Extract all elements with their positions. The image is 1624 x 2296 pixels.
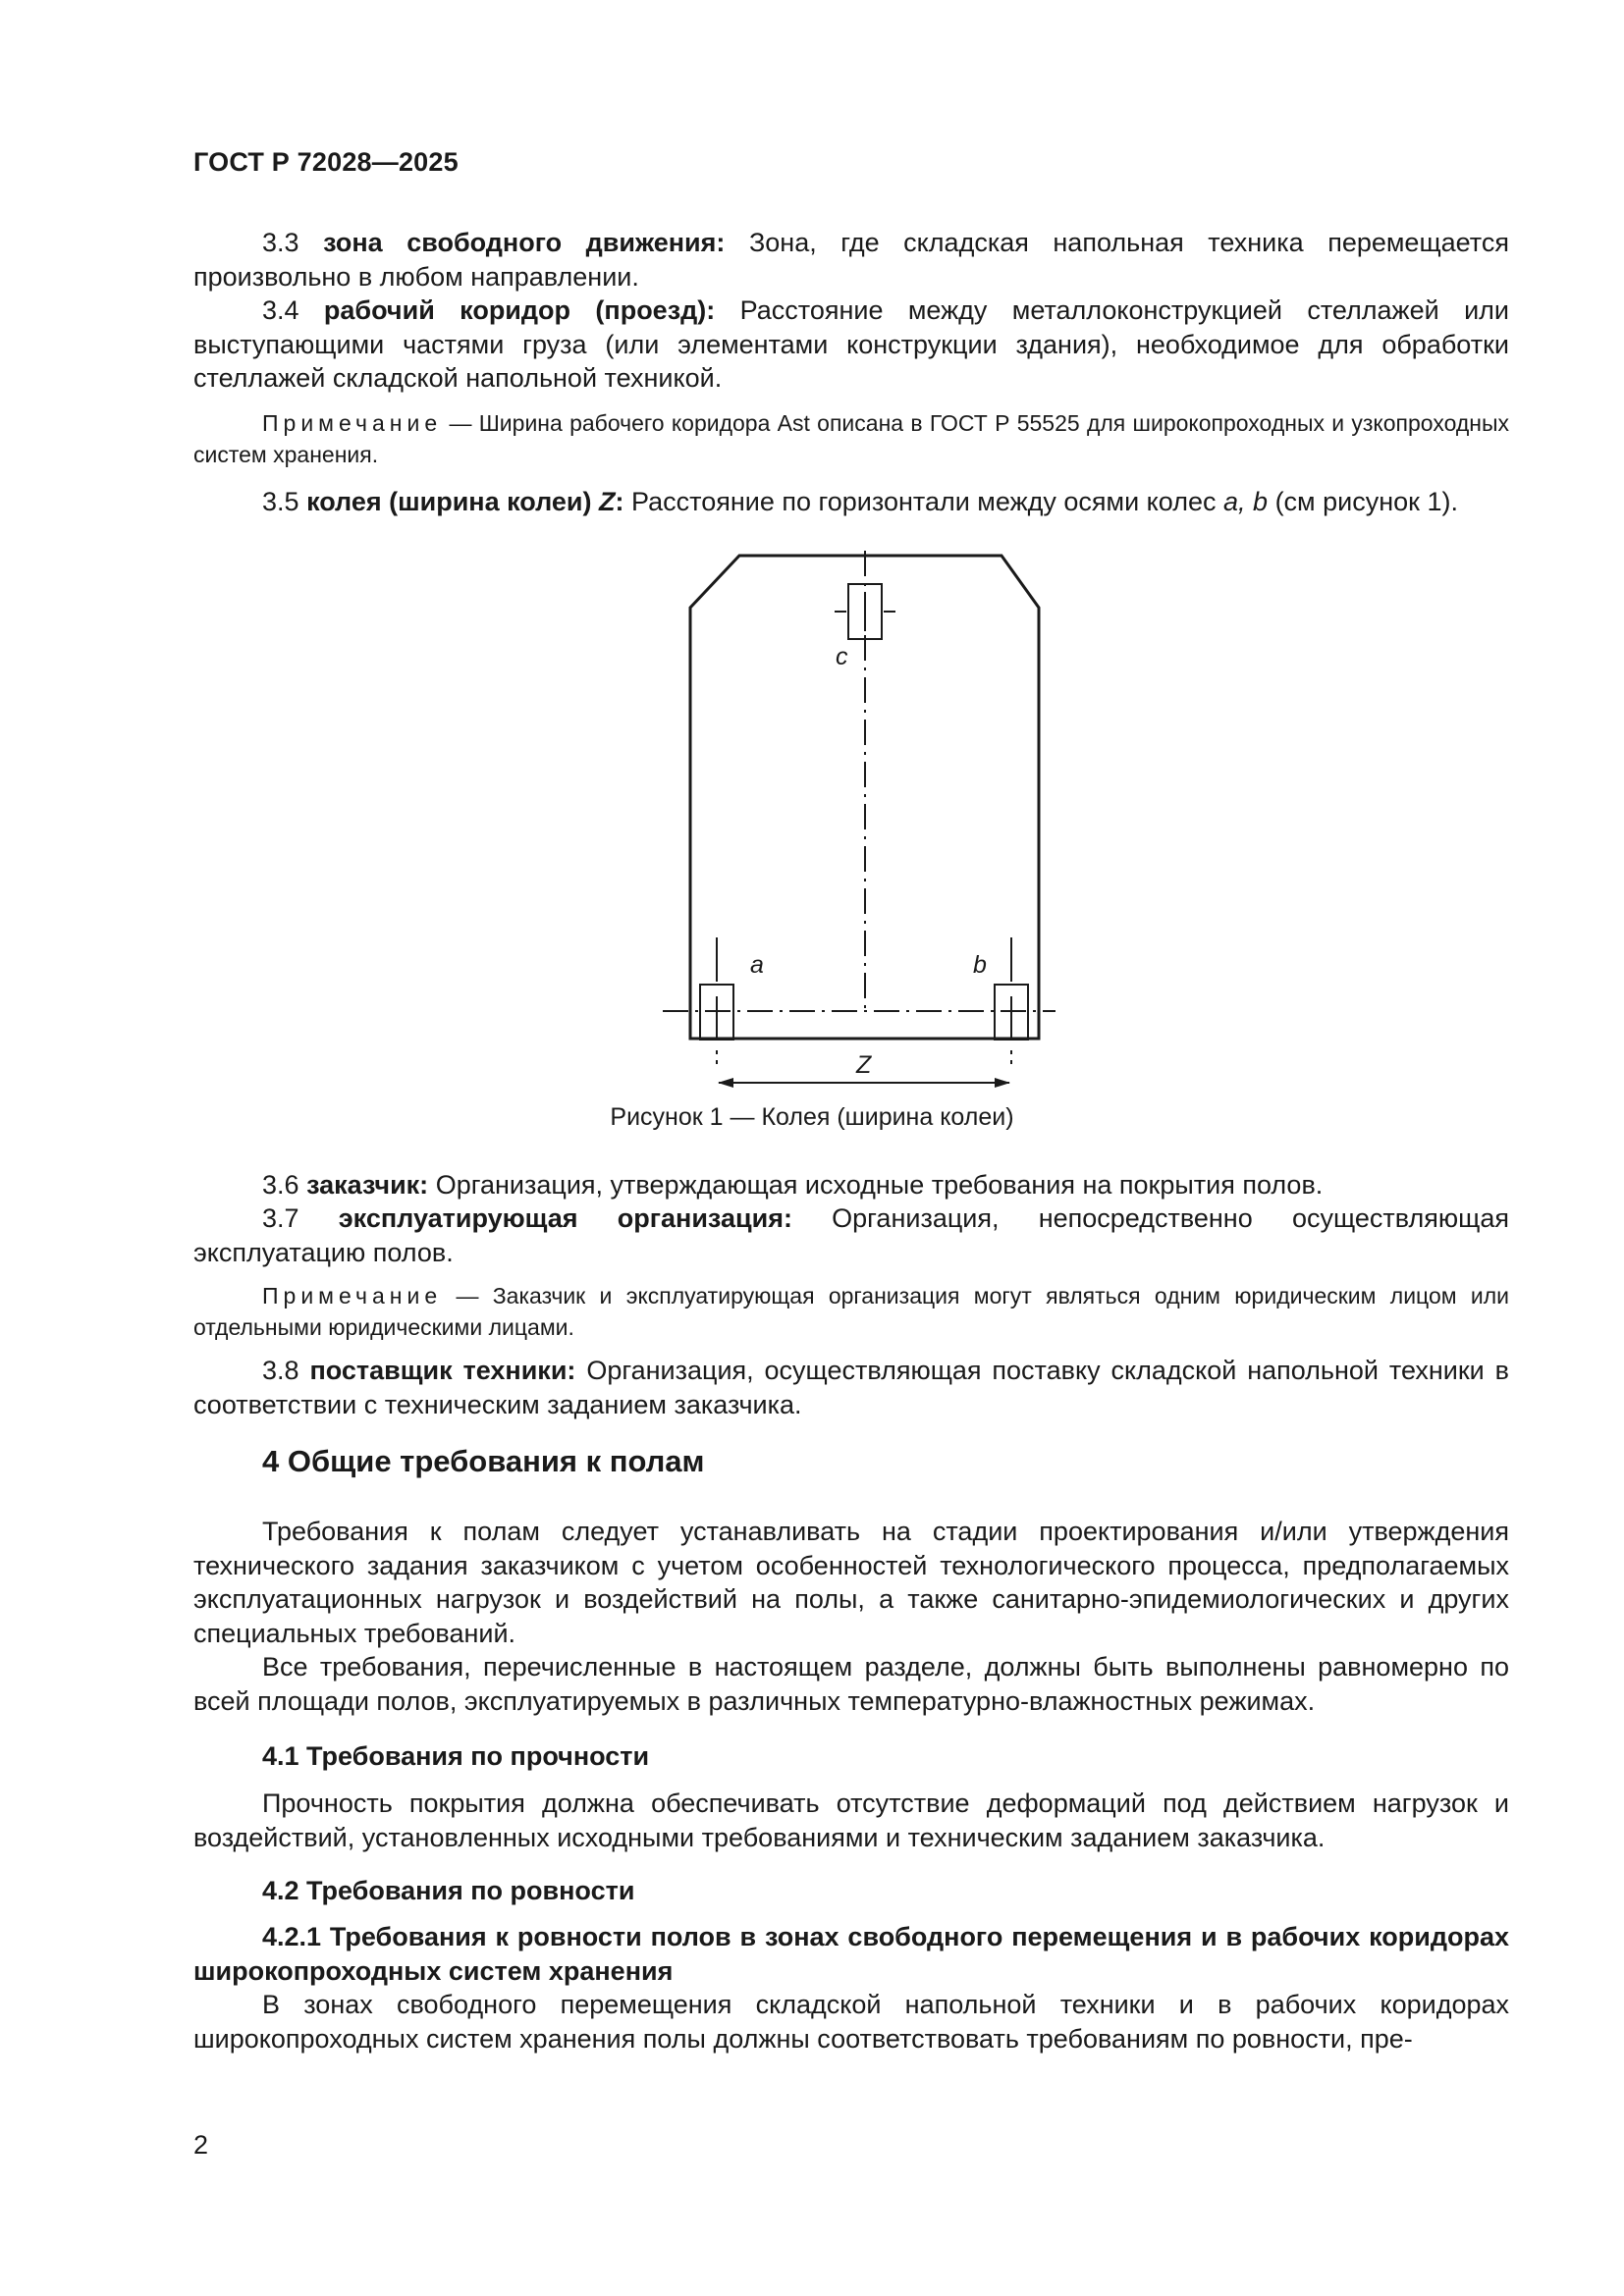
definition: Расстояние между металлоконструкцией стеллажей или выступающими частями груза (или элементами конструкции здания), необходимое для обработки стеллажей складской напольной техникой. [193, 295, 1509, 393]
subsection-4-1-heading: 4.1 Требования по прочности [262, 1741, 650, 1771]
clause-number: 3.4 [262, 295, 299, 325]
clause-3-6 [193, 1168, 1509, 1202]
clause-number: 3.3 [262, 228, 299, 257]
label-a: a [750, 951, 764, 979]
note-text: — Ширина рабочего коридора Ast описана в ГОСТ Р 55525 для широкопроходных и узкопроходных систем хранения. [193, 410, 1510, 467]
definition: Зона, где складская напольная техника перемещается произвольно в любом направлении. [193, 228, 1509, 292]
dimension-arrow-left [718, 1078, 733, 1088]
section-4-paragraph-2: Все требования, перечисленные в настоящем разделе, должны быть выполнены равномерно по всей площади полов, эксплуатируемых в различных температурно-влажностных режимах. [193, 1652, 1509, 1716]
track-symbol: Z [599, 487, 616, 516]
definition-part-2: (см рисунок 1). [1274, 487, 1458, 516]
clause-3-5 [193, 485, 1509, 519]
note-1 [193, 407, 1509, 470]
definition: Организация, осуществляющая поставку складской напольной техники в соответствии с техническим заданием заказчика. [193, 1356, 1509, 1419]
term: поставщик техники: [309, 1356, 576, 1385]
clause-number: 3.7 [262, 1203, 299, 1233]
definition: Организация, утверждающая исходные требования на покрытия полов. [435, 1170, 1324, 1200]
definition-part-1: Расстояние по горизонтали между осями колес [631, 487, 1217, 516]
term: заказчик: [306, 1170, 429, 1200]
clause-3-8 [193, 1354, 1509, 1421]
section-4-heading: 4 Общие требования к полам [262, 1444, 705, 1478]
clause-3-3 [193, 226, 1509, 294]
page-number: 2 [193, 2130, 209, 2160]
document-code-header: ГОСТ Р 72028—2025 [193, 147, 459, 177]
wheel-variables: a, b [1223, 487, 1269, 516]
label-c: c [836, 643, 848, 670]
term: рабочий коридор (проезд): [323, 295, 716, 325]
term: колея (ширина колеи) [306, 487, 592, 516]
subsection-4-2-heading: 4.2 Требования по ровности [262, 1876, 635, 1905]
clause-3-7 [193, 1201, 1509, 1269]
clause-number: 3.8 [262, 1356, 299, 1385]
note-2 [193, 1280, 1509, 1343]
figure-caption: Рисунок 1 — Колея (ширина колеи) [610, 1103, 1014, 1131]
label-b: b [973, 951, 987, 979]
figure-1-track-width [638, 535, 1080, 1095]
clause-number: 3.5 [262, 487, 299, 516]
section-4-paragraph-1: Требования к полам следует устанавливать на стадии проектирования и/или утверждения технического задания заказчиком с учетом особенностей технологического процесса, предполагаемых эксплуатационных нагрузок и воздействий на полы, а также санитарно-эпидемиологических и других специальных требований. [193, 1517, 1509, 1648]
track-width-diagram [638, 535, 1080, 1095]
subsection-4-1-paragraph: Прочность покрытия должна обеспечивать отсутствие деформаций под действием нагрузок и воздействий, установленных исходными требованиями и техническим заданием заказчика. [193, 1789, 1509, 1852]
term: эксплуатирующая организация: [338, 1203, 792, 1233]
definition: Организация, непосредственно осуществляющая эксплуатацию полов. [193, 1203, 1509, 1267]
note-label: Примечание [262, 410, 443, 436]
note-text: — Заказчик и эксплуатирующая организация могут являться одним юридическим лицом или отдельными юридическими лицами. [193, 1283, 1509, 1340]
term: зона свободного движения: [323, 228, 726, 257]
label-z: Z [856, 1051, 872, 1079]
term-colon: : [615, 487, 624, 516]
subsection-4-2-1-paragraph: В зонах свободного перемещения складской напольной техники и в рабочих коридорах широкопроходных систем хранения полы должны соответствовать требованиям по ровности, пре- [193, 1990, 1509, 2054]
dimension-arrow-right [995, 1078, 1010, 1088]
clause-number: 3.6 [262, 1170, 299, 1200]
note-label: Примечание [262, 1283, 443, 1308]
clause-3-4 [193, 294, 1509, 396]
subsection-4-2-1-heading: 4.2.1 Требования к ровности полов в зонах свободного перемещения и в рабочих коридорах широкопроходных систем хранения [193, 1922, 1509, 1986]
